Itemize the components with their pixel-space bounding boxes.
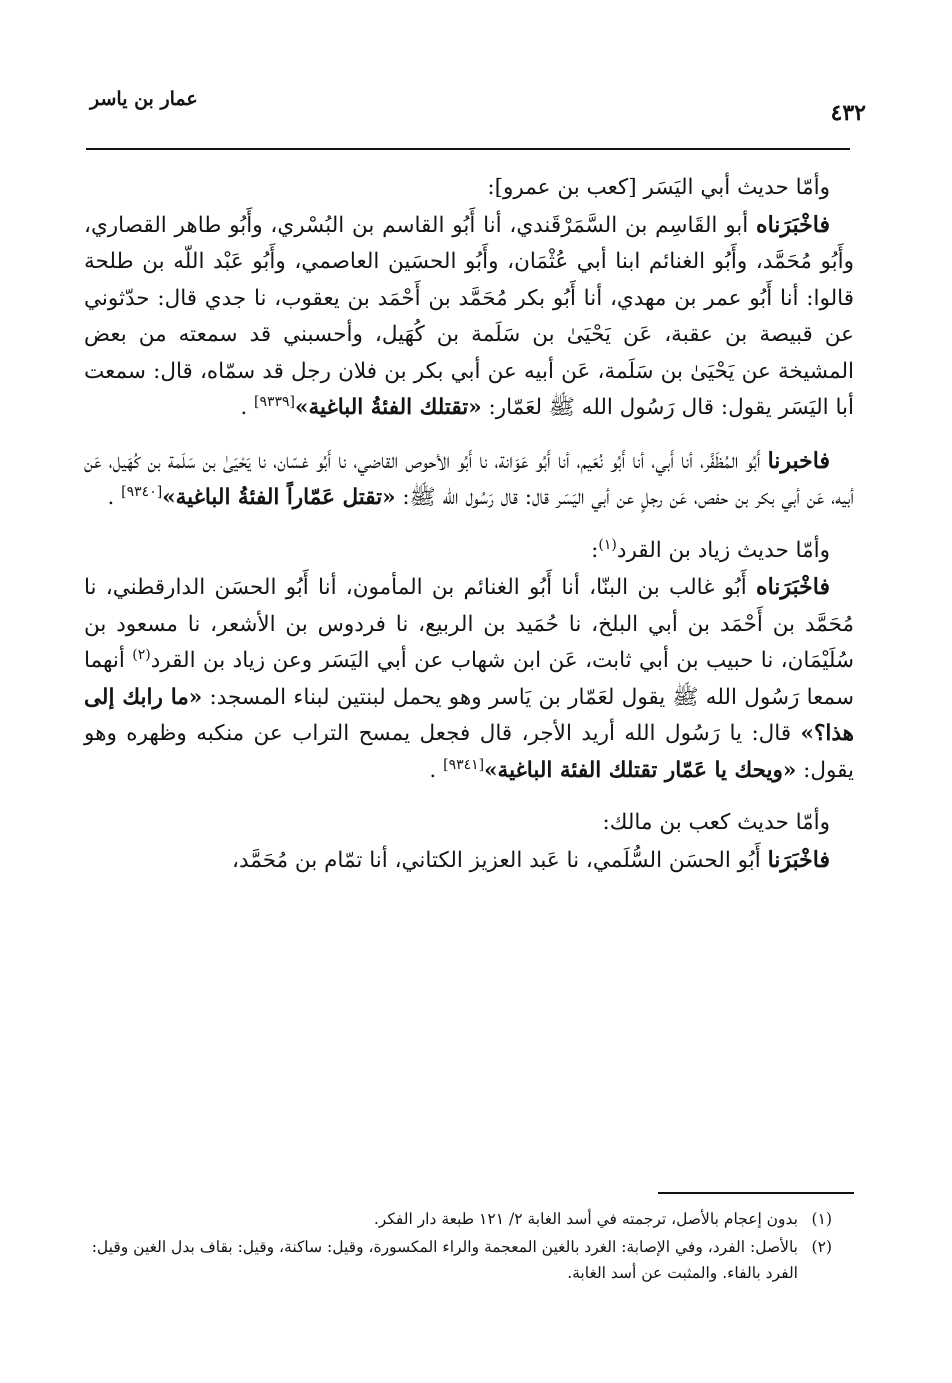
hadith-quote: «تقتلك الفئةُ الباغية»: [295, 395, 482, 420]
hadith-quote: «تقتل عَمّاراً الفئةُ الباغية»: [162, 485, 396, 510]
paragraph-text: أَبُو غالب بن البنّا، أنا أَبُو الغنائم بن المأمون، أنا أَبُو الحسَن الدارقطني، نا مُحَمَّد بن أَحْمَد بن أبي البلخ، نا حُمَيد بن الربيع، نا فردوس بن الأشعر، نا مسعود بن سُلَيْمَان، نا حبيب بن أبي ثابت، عَن ابن شهاب عن أبي اليَسَر وعن زياد بن القرد: [84, 575, 855, 673]
page-number: ٤٣٢: [830, 100, 866, 126]
footnote-item: [60, 1234, 832, 1286]
footnote-rule: [658, 1192, 854, 1194]
section-heading: [84, 533, 830, 570]
hadith-number: [٩٣٤٠]: [121, 483, 163, 500]
footnote-number: (١): [811, 1210, 832, 1228]
paragraph-text: أَبُو الحسَن السُّلَمي، نا عَبد العزيز الكتاني، أنا تمّام بن مُحَمَّد،: [232, 847, 768, 873]
paragraph-text: أَبُو المُظَفَّر، أنا أَبي، أنا أَبُو نُعَيم، أنا أَبُو عَوَانة، نا أَبُو الأحوص القاضي، نا أَبُو غسّان، نا يَحْيَىٰ بن سَلَمة بن كُهَيل، عَن أبيه، عَن أبي بكر بن حفص، عَن رجلٍ عن أبي اليَسَر قال: قال رَسُول الله ﷺ:: [84, 448, 854, 510]
hadith-quote: «ما رابك إلى هذا؟»: [84, 684, 854, 746]
footnotes: [60, 1206, 832, 1288]
hadith-paragraph: [84, 842, 854, 880]
header-rule: [86, 148, 850, 150]
isnad-keyword: فاخبرنا: [767, 447, 830, 474]
paragraph-end: .: [107, 485, 122, 510]
isnad-keyword: فاخْبَرَناه: [756, 574, 830, 600]
running-header-title: عمار بن ياسر: [90, 88, 198, 110]
footnote-ref[interactable]: (٢): [132, 646, 151, 663]
paragraph-end: .: [429, 757, 444, 783]
section-heading: وأمّا حديث كعب بن مالك:: [602, 810, 830, 835]
hadith-number: [٩٣٣٩]: [253, 393, 295, 410]
hadith-paragraph: [84, 569, 854, 789]
paragraph-text: أبو القَاسِم بن السَّمَرْقَندي، أنا أَبُو القاسم بن البُسْري، وأَبُو طاهر القصاري، وأَبُو مُحَمَّد، وأَبُو الغنائم ابنا أبي عُثْمَان، وأَبُو الحسَين العاصمي، وأَبُو عَبْد اللّه بن طلحة قالوا: أنا أَبُو عمر بن مهدي، أنا أَبُو بكر مُحَمَّد بن أَحْمَد بن يعقوب، نا جدي قال: حدّثوني عن قبيصة بن عقبة، عَن يَحْيَىٰ بن سَلَمة بن كُهَيل، وأحسبني قد سمعته من بعض المشيخة عن يَحْيَىٰ بن سَلَمة، عَن أبيه عن أبي بكر بن فلان رجل قد سمّاه، قال: سمعت أبا اليَسَر يقول: قال رَسُول الله ﷺ لعَمّار:: [84, 212, 854, 420]
isnad-keyword: فاخْبَرَنا: [767, 846, 830, 873]
hadith-paragraph: [84, 207, 854, 427]
section-heading: وأمّا حديث أبي اليَسَر [كعب بن عمرو]:: [487, 175, 830, 200]
footnote-ref[interactable]: (١): [598, 536, 617, 553]
section-heading-end: :: [591, 537, 599, 563]
hadith-number: [٩٣٤١]: [443, 756, 485, 773]
isnad-keyword: فاخْبَرَناه: [756, 211, 830, 238]
paragraph-text: قال: يا رَسُول الله أريد الأجر، قال فجعل يمسح التراب عن منكبه وظهره وهو يقول:: [84, 721, 854, 783]
paragraph-text: أنهما سمعا رَسُول الله ﷺ يقول لعَمّار بن يَاسر وهو يحمل لبنتين لبناء المسجد:: [84, 648, 854, 710]
hadith-quote: «ويحك يا عَمّار تقتلك الفئة الباغية»: [484, 757, 797, 783]
footnote-item: [60, 1206, 832, 1232]
main-text: [84, 170, 854, 879]
section-heading-text: وأمّا حديث زياد بن القرد: [616, 537, 830, 563]
hadith-paragraph: [84, 443, 854, 517]
footnote-text: بالأصل: الفرد، وفي الإصابة: الغرد بالغين المعجمة والراء المكسورة، وقيل: ساكنة، وقيل: بقاف بدل الغين وقيل: الفرد بالفاء. والمثبت عن أسد الغابة.: [91, 1238, 798, 1282]
paragraph-end: .: [240, 395, 254, 420]
footnote-text: بدون إعجام بالأصل، ترجمته في أسد الغابة ٢/ ١٢١ طبعة دار الفكر.: [373, 1210, 798, 1228]
footnote-number: (٢): [811, 1238, 832, 1256]
